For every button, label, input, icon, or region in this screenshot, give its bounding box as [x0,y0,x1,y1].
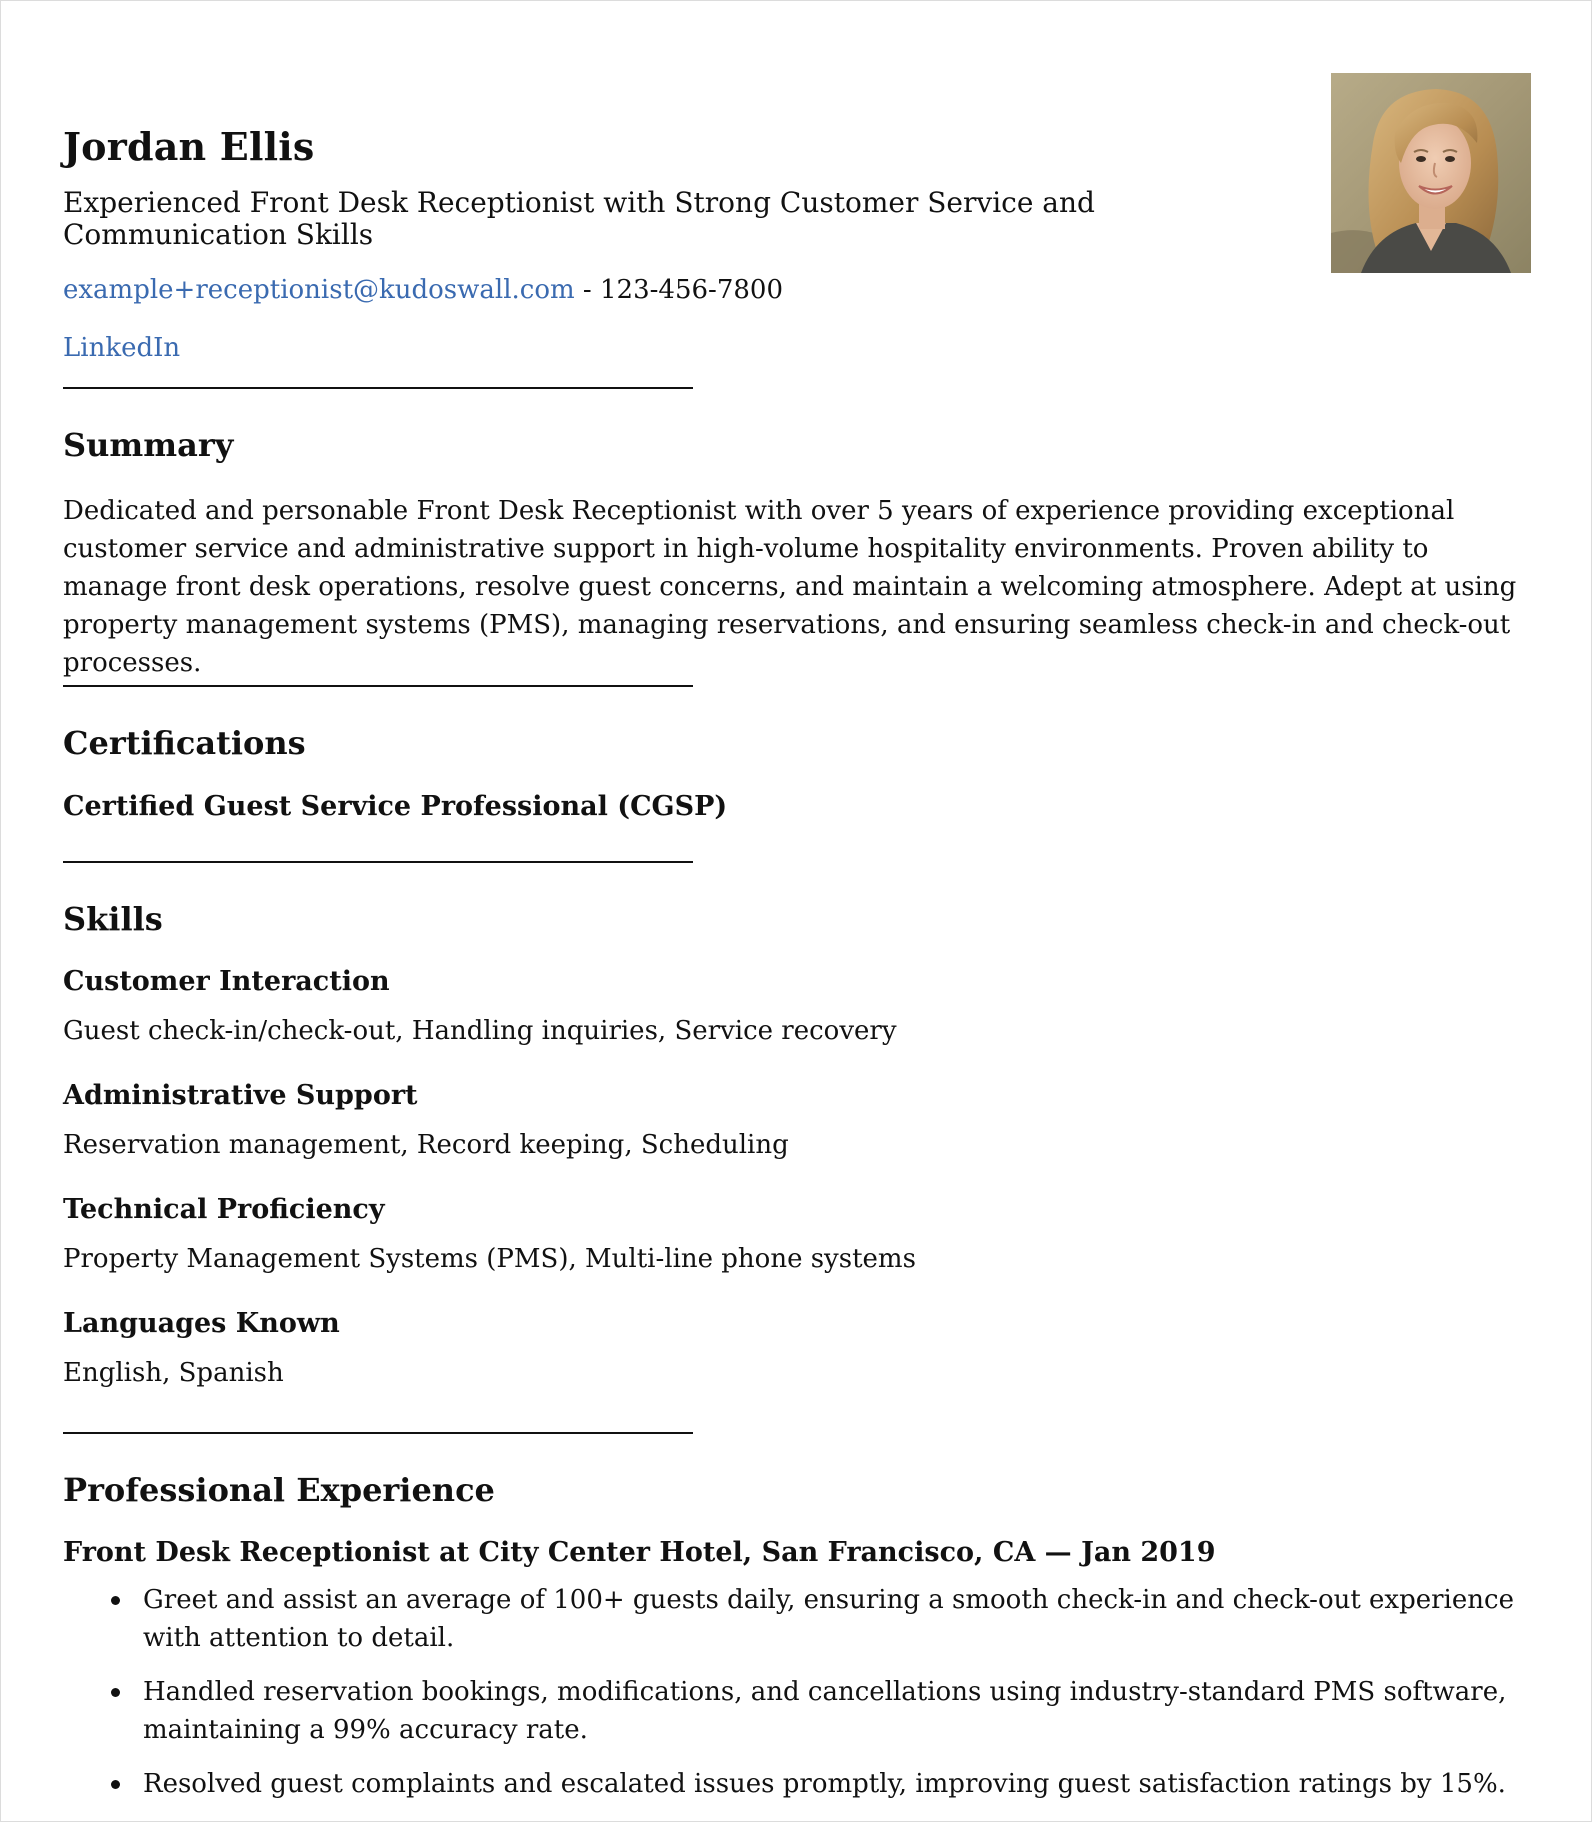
profile-photo [1331,73,1531,273]
phone-number: 123-456-7800 [600,275,783,305]
candidate-name: Jordan Ellis [63,124,315,169]
experience-title: Professional Experience [63,1471,495,1509]
skill-group-values: Property Management Systems (PMS), Multi-line phone systems [63,1244,916,1274]
section-divider [63,387,693,389]
certifications-title: Certifications [63,724,306,762]
skill-group-name: Technical Proficiency [63,1194,385,1225]
email-link[interactable]: example+receptionist@kudoswall.com [63,275,575,305]
candidate-headline: Experienced Front Desk Receptionist with Strong Customer Service and Communication Skills [63,186,1095,251]
summary-text: Dedicated and personable Front Desk Receptionist with over 5 years of experience providing exceptional customer service and administrative support in high-volume hospitality environments. Proven ability to manage front desk operations, resolve guest concerns, and maintain a welcoming atmosphere. Adept at using property management systems (PMS), managing reservations, and ensuring seamless check-in and check-out processes. [63,496,1517,678]
job-bullets [63,1581,1533,1819]
contact-line [63,273,783,307]
skill-group-name: Administrative Support [63,1080,418,1111]
linkedin-row [63,331,180,365]
summary-title: Summary [63,426,234,464]
job-heading: Front Desk Receptionist at City Center Hotel, San Francisco, CA — Jan 2019 [63,1537,1216,1568]
certification-item: Certified Guest Service Professional (CGSP) [63,791,728,822]
contact-separator: - [574,275,600,305]
skill-group-name: Languages Known [63,1308,340,1339]
section-divider [63,1432,693,1434]
skill-group-values: Guest check-in/check-out, Handling inquiries, Service recovery [63,1016,897,1046]
section-divider [63,685,693,687]
job-bullet: Resolved guest complaints and escalated issues promptly, improving guest satisfaction ratings by 15%. [63,1765,1533,1803]
section-divider [63,861,693,863]
skill-group-name: Customer Interaction [63,966,390,997]
skill-group-values: Reservation management, Record keeping, Scheduling [63,1130,789,1160]
linkedin-link[interactable]: LinkedIn [63,333,181,363]
job-bullet: Greet and assist an average of 100+ guests daily, ensuring a smooth check-in and check-out experience with attention to detail. [63,1581,1533,1657]
profile-photo-image [1331,73,1531,273]
job-bullet: Handled reservation bookings, modifications, and cancellations using industry-standard PMS software, maintaining a 99% accuracy rate. [63,1673,1533,1749]
skills-title: Skills [63,900,163,938]
skill-group-values: English, Spanish [63,1358,284,1388]
